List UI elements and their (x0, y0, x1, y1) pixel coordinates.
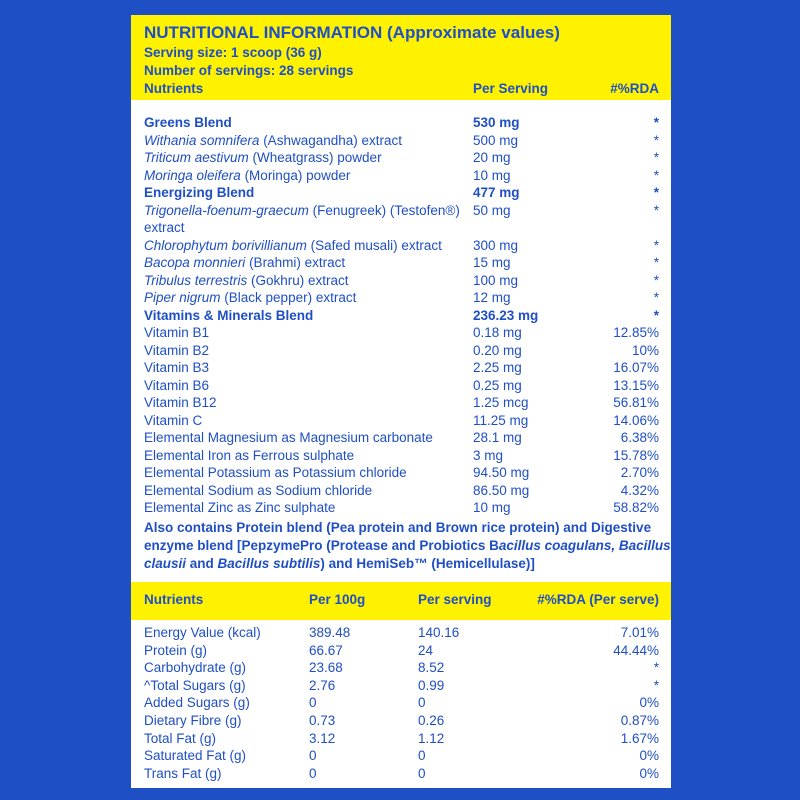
note-text: ) and HemiSeb™ (Hemicellulase)] (320, 555, 535, 571)
nutrient-name: Elemental Sodium as Sodium chloride (144, 482, 373, 498)
table2-cell: Energy Value (kcal) (144, 625, 261, 640)
nutrient-rda: * (653, 290, 659, 305)
table2-cell: 23.68 (309, 660, 343, 676)
table2-cell: 389.48 (309, 625, 351, 640)
table2-cell: Total Fat (g) (144, 730, 217, 746)
note-text: and (186, 555, 218, 571)
table2-cell: ^Total Sugars (g) (144, 677, 246, 693)
nutrient-name: (Safed musali) extract (306, 237, 442, 253)
table2-cell: Carbohydrate (g) (144, 660, 247, 676)
nutrient-rda: 16.07% (613, 360, 659, 375)
table2-header-2: Per serving (418, 592, 492, 607)
table2-cell: 0.26 (418, 713, 445, 728)
table2-cell: 1.67% (620, 730, 659, 746)
nutrient-name: Vitamin B12 (144, 395, 217, 410)
nutrition-panel (131, 15, 671, 788)
nutrient-rda: 4.32% (620, 482, 659, 498)
note-text: enzyme blend [PepzymePro (Protease and Probiotics B (144, 537, 499, 553)
nutrient-amount: 100 mg (473, 272, 519, 288)
nutrient-name: (Black pepper) extract (220, 290, 357, 305)
nutrient-amount: 11.25 mg (473, 412, 529, 428)
table2-header-0: Nutrients (144, 592, 204, 607)
table2-cell: 44.44% (613, 642, 659, 658)
nutrient-amount: 1.25 mcg (473, 395, 529, 410)
nutrient-name-cont: extract (144, 220, 185, 235)
nutrient-row (144, 150, 382, 166)
nutrient-row (144, 448, 354, 464)
table2-cell: 0 (309, 695, 317, 711)
nutrient-rda: * (653, 167, 659, 183)
nutrient-rda: 10% (631, 342, 659, 358)
nutrient-amount: 477 mg (473, 185, 520, 200)
table2-cell: Protein (g) (144, 642, 208, 658)
nutrient-row (144, 203, 460, 219)
table2-cell: 0.99 (418, 677, 445, 693)
nutrient-name: Elemental Iron as Ferrous sulphate (144, 447, 355, 463)
nutrient-name: Vitamin C (144, 412, 203, 428)
table2-cell: 8.52 (418, 660, 445, 676)
nutrient-row (144, 185, 254, 201)
nutrient-rda: 13.15% (613, 377, 659, 393)
nutrient-latin-name: Piper nigrum (144, 290, 221, 305)
table2-cell: 0% (639, 765, 659, 781)
nutrient-name: Vitamin B2 (144, 342, 210, 358)
nutrient-row (144, 238, 442, 254)
nutrient-name: (Wheatgrass) powder (248, 150, 382, 165)
note-italic: acillus coagulans, Bacillus (498, 537, 671, 553)
nutrient-amount: 94.50 mg (473, 465, 530, 480)
table2-cell: 0 (418, 695, 426, 711)
nutrient-amount: 50 mg (473, 202, 511, 218)
table2-cell: 7.01% (620, 625, 659, 640)
nutrient-row (144, 343, 209, 359)
nutrient-rda: * (653, 115, 659, 130)
serving-size: Serving size: 1 scoop (36 g) (144, 45, 322, 60)
nutrient-amount: 28.1 mg (473, 430, 522, 445)
table2-cell: 0 (309, 765, 317, 781)
col-nutrients-label: Nutrients (144, 81, 204, 96)
nutrient-row (144, 465, 407, 481)
table2-cell: 0% (639, 695, 659, 711)
table2-cell: 24 (418, 642, 434, 658)
nutrient-name: (Fenugreek) (Testofen®) (308, 202, 460, 218)
nutrient-name: (Gokhru) extract (247, 272, 349, 288)
table2-cell: * (653, 660, 659, 676)
table2-cell: 0.73 (309, 713, 336, 728)
nutrient-rda: * (653, 307, 659, 323)
nutrient-amount: 10 mg (473, 500, 511, 515)
nutrient-name: Vitamin B1 (144, 325, 210, 340)
nutrient-amount: 236.23 mg (473, 307, 539, 323)
nutrient-amount: 0.18 mg (473, 325, 522, 340)
col-rda-label: #%RDA (610, 81, 659, 96)
number-of-servings: Number of servings: 28 servings (144, 63, 354, 78)
nutrient-name: Vitamin B6 (144, 377, 210, 393)
nutrient-amount: 15 mg (473, 255, 511, 270)
nutrient-rda: * (653, 185, 659, 200)
nutrient-amount: 20 mg (473, 150, 511, 165)
nutrient-rda: 56.81% (613, 395, 659, 410)
nutrient-rda: 15.78% (613, 447, 659, 463)
table2-cell: 140.16 (418, 625, 460, 640)
nutrient-latin-name: Triticum aestivum (144, 150, 249, 165)
nutrient-latin-name: Withania somnifera (144, 132, 260, 148)
nutrient-row (144, 395, 217, 411)
nutrient-name: Vitamin B3 (144, 360, 210, 375)
nutrient-amount: 0.25 mg (473, 377, 522, 393)
nutrient-name: (Ashwagandha) extract (259, 132, 403, 148)
nutrient-rda: 58.82% (613, 500, 659, 515)
nutrient-row (144, 308, 313, 324)
table2-cell: 0 (309, 748, 317, 764)
nutrient-name: (Brahmi) extract (245, 255, 346, 270)
table2-cell: Saturated Fat (g) (144, 748, 247, 764)
nutrient-rda: * (653, 202, 659, 218)
nutrient-name: (Moringa) powder (240, 167, 351, 183)
nutrient-rda: * (653, 132, 659, 148)
table2-cell: 66.67 (309, 642, 343, 658)
table2-header-3: #%RDA (Per serve) (537, 592, 659, 607)
table2-cell: Dietary Fibre (g) (144, 713, 242, 728)
nutrient-row (144, 255, 345, 271)
nutrient-amount: 86.50 mg (473, 482, 530, 498)
nutrient-row (144, 273, 349, 289)
nutrient-row (144, 483, 372, 499)
nutrient-row (144, 360, 209, 376)
nutrient-row (144, 168, 350, 184)
nutrient-latin-name: Trigonella-foenum-graecum (144, 202, 309, 218)
nutrient-row (144, 133, 402, 149)
nutrient-row (144, 500, 335, 516)
nutrient-row (144, 378, 209, 394)
table2-header-1: Per 100g (309, 592, 366, 607)
nutrient-name: Elemental Zinc as Zinc sulphate (144, 500, 336, 515)
nutrient-rda: * (653, 237, 659, 253)
nutrient-name: Energizing Blend (144, 185, 255, 200)
nutrient-latin-name: Moringa oleifera (144, 167, 241, 183)
nutrient-row (144, 290, 356, 306)
note-italic: clausii (144, 555, 187, 571)
header-title: NUTRITIONAL INFORMATION (Approximate values) (144, 23, 560, 42)
col-per-serving-label: Per Serving (473, 81, 549, 96)
nutrient-name: Vitamins & Minerals Blend (144, 307, 314, 323)
nutrient-amount: 3 mg (473, 447, 504, 463)
table2-cell: 2.76 (309, 677, 336, 693)
nutrient-rda: * (653, 272, 659, 288)
nutrient-name: Elemental Potassium as Potassium chloride (144, 465, 407, 480)
table2-cell: 0.87% (620, 713, 659, 728)
nutrient-rda: * (653, 150, 659, 165)
nutrient-rda: 2.70% (620, 465, 659, 480)
note-line-1: Also contains Protein blend (Pea protein and Brown rice protein) and Digestive (144, 519, 652, 535)
note-line-2 (144, 538, 671, 554)
nutrient-latin-name: Chlorophytum borivillianum (144, 237, 307, 253)
nutrient-row (144, 115, 232, 131)
table2-cell: 3.12 (309, 730, 336, 746)
nutrient-amount: 300 mg (473, 237, 519, 253)
table2-cell: * (653, 677, 659, 693)
nutrient-name: Elemental Magnesium as Magnesium carbonate (144, 430, 433, 445)
nutrient-amount: 2.25 mg (473, 360, 522, 375)
nutrient-rda: 6.38% (620, 430, 659, 445)
nutrient-rda: * (653, 255, 659, 270)
note-line-3 (144, 556, 535, 572)
table2-cell: Added Sugars (g) (144, 695, 250, 711)
table2-cell: 0 (418, 748, 426, 764)
nutrient-name: Greens Blend (144, 115, 232, 130)
table2-cell: 1.12 (418, 730, 445, 746)
table2-cell: Trans Fat (g) (144, 765, 222, 781)
note-italic: Bacillus subtilis (217, 555, 321, 571)
table2-cell: 0% (639, 748, 659, 764)
nutrient-row (144, 430, 433, 446)
nutrient-amount: 12 mg (473, 290, 511, 305)
nutrient-amount: 0.20 mg (473, 342, 522, 358)
nutrient-row (144, 325, 209, 341)
table2-cell: 0 (418, 765, 426, 781)
nutrient-amount: 10 mg (473, 167, 511, 183)
nutrient-amount: 530 mg (473, 115, 520, 130)
nutrient-latin-name: Tribulus terrestris (144, 272, 248, 288)
nutrient-rda: 14.06% (613, 412, 659, 428)
nutrient-amount: 500 mg (473, 132, 519, 148)
nutrient-row (144, 413, 202, 429)
nutrient-latin-name: Bacopa monnieri (144, 255, 246, 270)
nutrient-rda: 12.85% (613, 325, 659, 340)
